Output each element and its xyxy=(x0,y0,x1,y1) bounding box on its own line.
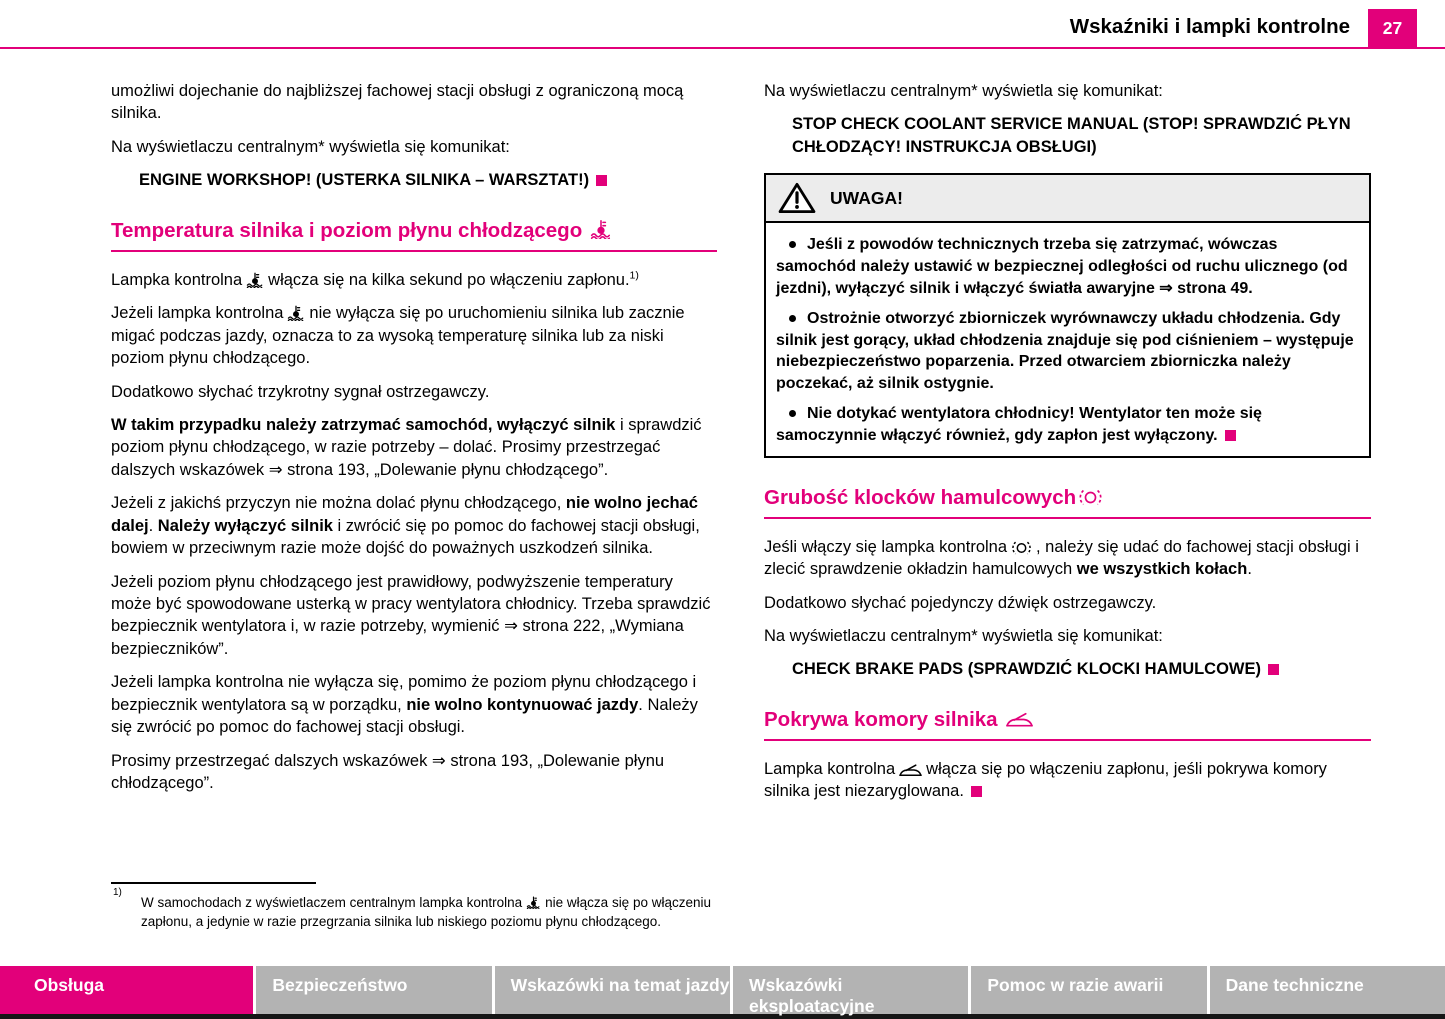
coolant-temperature-icon xyxy=(526,896,541,909)
page-number: 27 xyxy=(1382,17,1403,38)
coolant-temperature-icon xyxy=(287,305,305,321)
warning-box-header xyxy=(766,175,1369,223)
warning-item: Nie dotykać wentylatora chłodnicy! Wentylator ten może się samoczynnie włączyć również, gdy zapłon jest wyłączony. xyxy=(776,405,1262,445)
end-of-section-marker xyxy=(971,786,982,797)
section-tab-bar xyxy=(0,966,1445,1019)
bullet-icon xyxy=(789,315,796,322)
page-number-badge xyxy=(1368,9,1417,47)
paragraph: Jeżeli lampka kontrolna nie wyłącza się po uruchomieniu silnika lub zacznie migać podczas jazdy, oznacza to za wysoką temperaturę silnika lub za niski poziom płynu chłodzącego. xyxy=(111,304,685,368)
warning-item: Ostrożnie otworzyć zbiorniczek wyrównawczy układu chłodzenia. Gdy silnik jest gorący, układ chłodzenia znajduje się pod ciśnieniem – występuje niebezpieczeństwo poparzenia. Przed otwarciem zbiorniczka należy poczekać, aż silnik ostygnie. xyxy=(776,310,1354,392)
paragraph: Lampka kontrolna włącza się na kilka sekund po włączeniu zapłonu.$^{1)}$ xyxy=(111,269,639,289)
end-of-section-marker xyxy=(1268,664,1279,675)
section-heading-bonnet: Pokrywa komory silnika xyxy=(764,708,1371,741)
coolant-temperature-icon xyxy=(590,219,612,239)
bullet-icon xyxy=(789,410,796,417)
paragraph: Na wyświetlaczu centralnym* wyświetla się komunikat: xyxy=(111,137,510,156)
warning-title: UWAGA! xyxy=(830,187,903,208)
paragraph: Jeżeli lampka kontrolna nie wyłącza się, pomimo że poziom płynu chłodzącego i bezpiecznik wentylatora są w porządku, nie wolno kontynuować jazdy. Należy się zwrócić po pomoc do fachowej stacji obsługi. xyxy=(111,673,698,737)
warning-item: Jeśli z powodów technicznych trzeba się zatrzymać, wówczas samochód należy ustawić w bezpiecznej odległości od ruchu ulicznego (od jezdni), wyłączyć silnik i włączyć światła awaryjne ⇒ strona 49. xyxy=(776,236,1348,297)
tab-pomoc-w-razie-awarii[interactable]: Pomoc w razie awarii xyxy=(971,966,1206,1014)
tab-bezpieczenstwo[interactable]: Bezpieczeństwo xyxy=(256,966,491,1014)
end-of-section-marker xyxy=(596,175,607,186)
paragraph: W takim przypadku należy zatrzymać samochód, wyłączyć silnik i sprawdzić poziom płynu chłodzącego, w razie potrzeby – dolać. Prosimy przestrzegać dalszych wskazówek ⇒ strona 193, „Dolewanie płynu chłodzącego”. xyxy=(111,415,702,479)
paragraph: Na wyświetlaczu centralnym* wyświetla się komunikat: xyxy=(764,626,1163,645)
warning-triangle-icon xyxy=(778,182,816,214)
page-title: Wskaźniki i lampki kontrolne xyxy=(1069,15,1350,38)
tab-wskazowki-na-temat-jazdy[interactable]: Wskazówki na temat jazdy xyxy=(495,966,730,1014)
paragraph: Na wyświetlaczu centralnym* wyświetla się komunikat: xyxy=(764,82,1163,100)
display-message: STOP CHECK COOLANT SERVICE MANUAL (STOP! SPRAWDZIĆ PŁYN CHŁODZĄCY! INSTRUKCJA OBSŁUGI) xyxy=(792,115,1351,156)
bonnet-icon xyxy=(899,763,922,777)
warning-box-body xyxy=(766,223,1369,455)
coolant-temperature-icon xyxy=(246,272,264,288)
header-rule xyxy=(0,47,1445,49)
bonnet-icon xyxy=(1006,711,1033,728)
paragraph: Dodatkowo słychać trzykrotny sygnał ostrzegawczy. xyxy=(111,382,490,401)
brake-pads-icon xyxy=(1011,541,1032,555)
paragraph: umożliwi dojechanie do najbliższej fachowej stacji obsługi z ograniczoną mocą silnika. xyxy=(111,82,684,123)
display-message: CHECK BRAKE PADS (SPRAWDZIĆ KLOCKI HAMULCOWE) xyxy=(792,658,1371,680)
tab-wskazowki-eksploatacyjne[interactable]: Wskazówki eksploatacyjne xyxy=(733,966,968,1014)
bullet-icon xyxy=(789,241,796,248)
paragraph: Prosimy przestrzegać dalszych wskazówek ⇒ strona 193, „Dolewanie płynu chłodzącego”. xyxy=(111,751,665,793)
bottom-bar xyxy=(0,1014,1445,1019)
end-of-section-marker xyxy=(1225,430,1236,441)
paragraph: Lampka kontrolna włącza się po włączeniu zapłonu, jeśli pokrywa komory silnika jest niezaryglowana. xyxy=(764,759,1327,801)
paragraph: Jeżeli z jakichś przyczyn nie można dolać płynu chłodzącego, nie wolno jechać dalej. Należy wyłączyć silnik i zwrócić się po pomoc do fachowej stacji obsługi, bowiem w przeciwnym razie może dojść do poważnych uszkodzeń silnika. xyxy=(111,494,700,558)
tab-obsluga[interactable]: Obsługa xyxy=(0,966,253,1014)
tab-dane-techniczne[interactable]: Dane techniczne xyxy=(1210,966,1445,1014)
left-column xyxy=(111,80,717,806)
paragraph: Jeżeli poziom płynu chłodzącego jest prawidłowy, podwyższenie temperatury może być spowodowane usterką w pracy wentylatora chłodnicy. Trzeba sprawdzić bezpiecznik wentylatora i, w razie potrzeby, wymienić ⇒ strona 222, „Wymiana bezpieczników”. xyxy=(111,572,711,658)
section-tabs xyxy=(0,966,1445,1014)
footnote-ref: 1) xyxy=(629,269,639,282)
brake-pads-icon xyxy=(1078,489,1103,506)
footnote: 1) W samochodach z wyświetlaczem centralnym lampka kontrolna nie włącza się po włączeniu zapłonu, a jedynie w razie przegrzania silnika lub niskiego poziomu płynu chłodzącego. xyxy=(113,887,711,930)
warning-box xyxy=(764,173,1371,457)
paragraph: Dodatkowo słychać pojedynczy dźwięk ostrzegawczy. xyxy=(764,593,1157,612)
section-heading-brake-pads: Grubość klocków hamulcowych xyxy=(764,486,1371,519)
footnote-block xyxy=(111,882,751,931)
display-message: ENGINE WORKSHOP! (USTERKA SILNIKA – WARSZTAT!) xyxy=(139,169,717,191)
paragraph: Jeśli włączy się lampka kontrolna , należy się udać do fachowej stacji obsługi i zlecić sprawdzenie okładzin hamulcowych we wszystkich kołach. xyxy=(764,537,1359,579)
footnote-rule xyxy=(111,882,316,884)
section-heading-coolant: Temperatura silnika i poziom płynu chłodzącego xyxy=(111,219,717,252)
right-column xyxy=(764,80,1371,814)
